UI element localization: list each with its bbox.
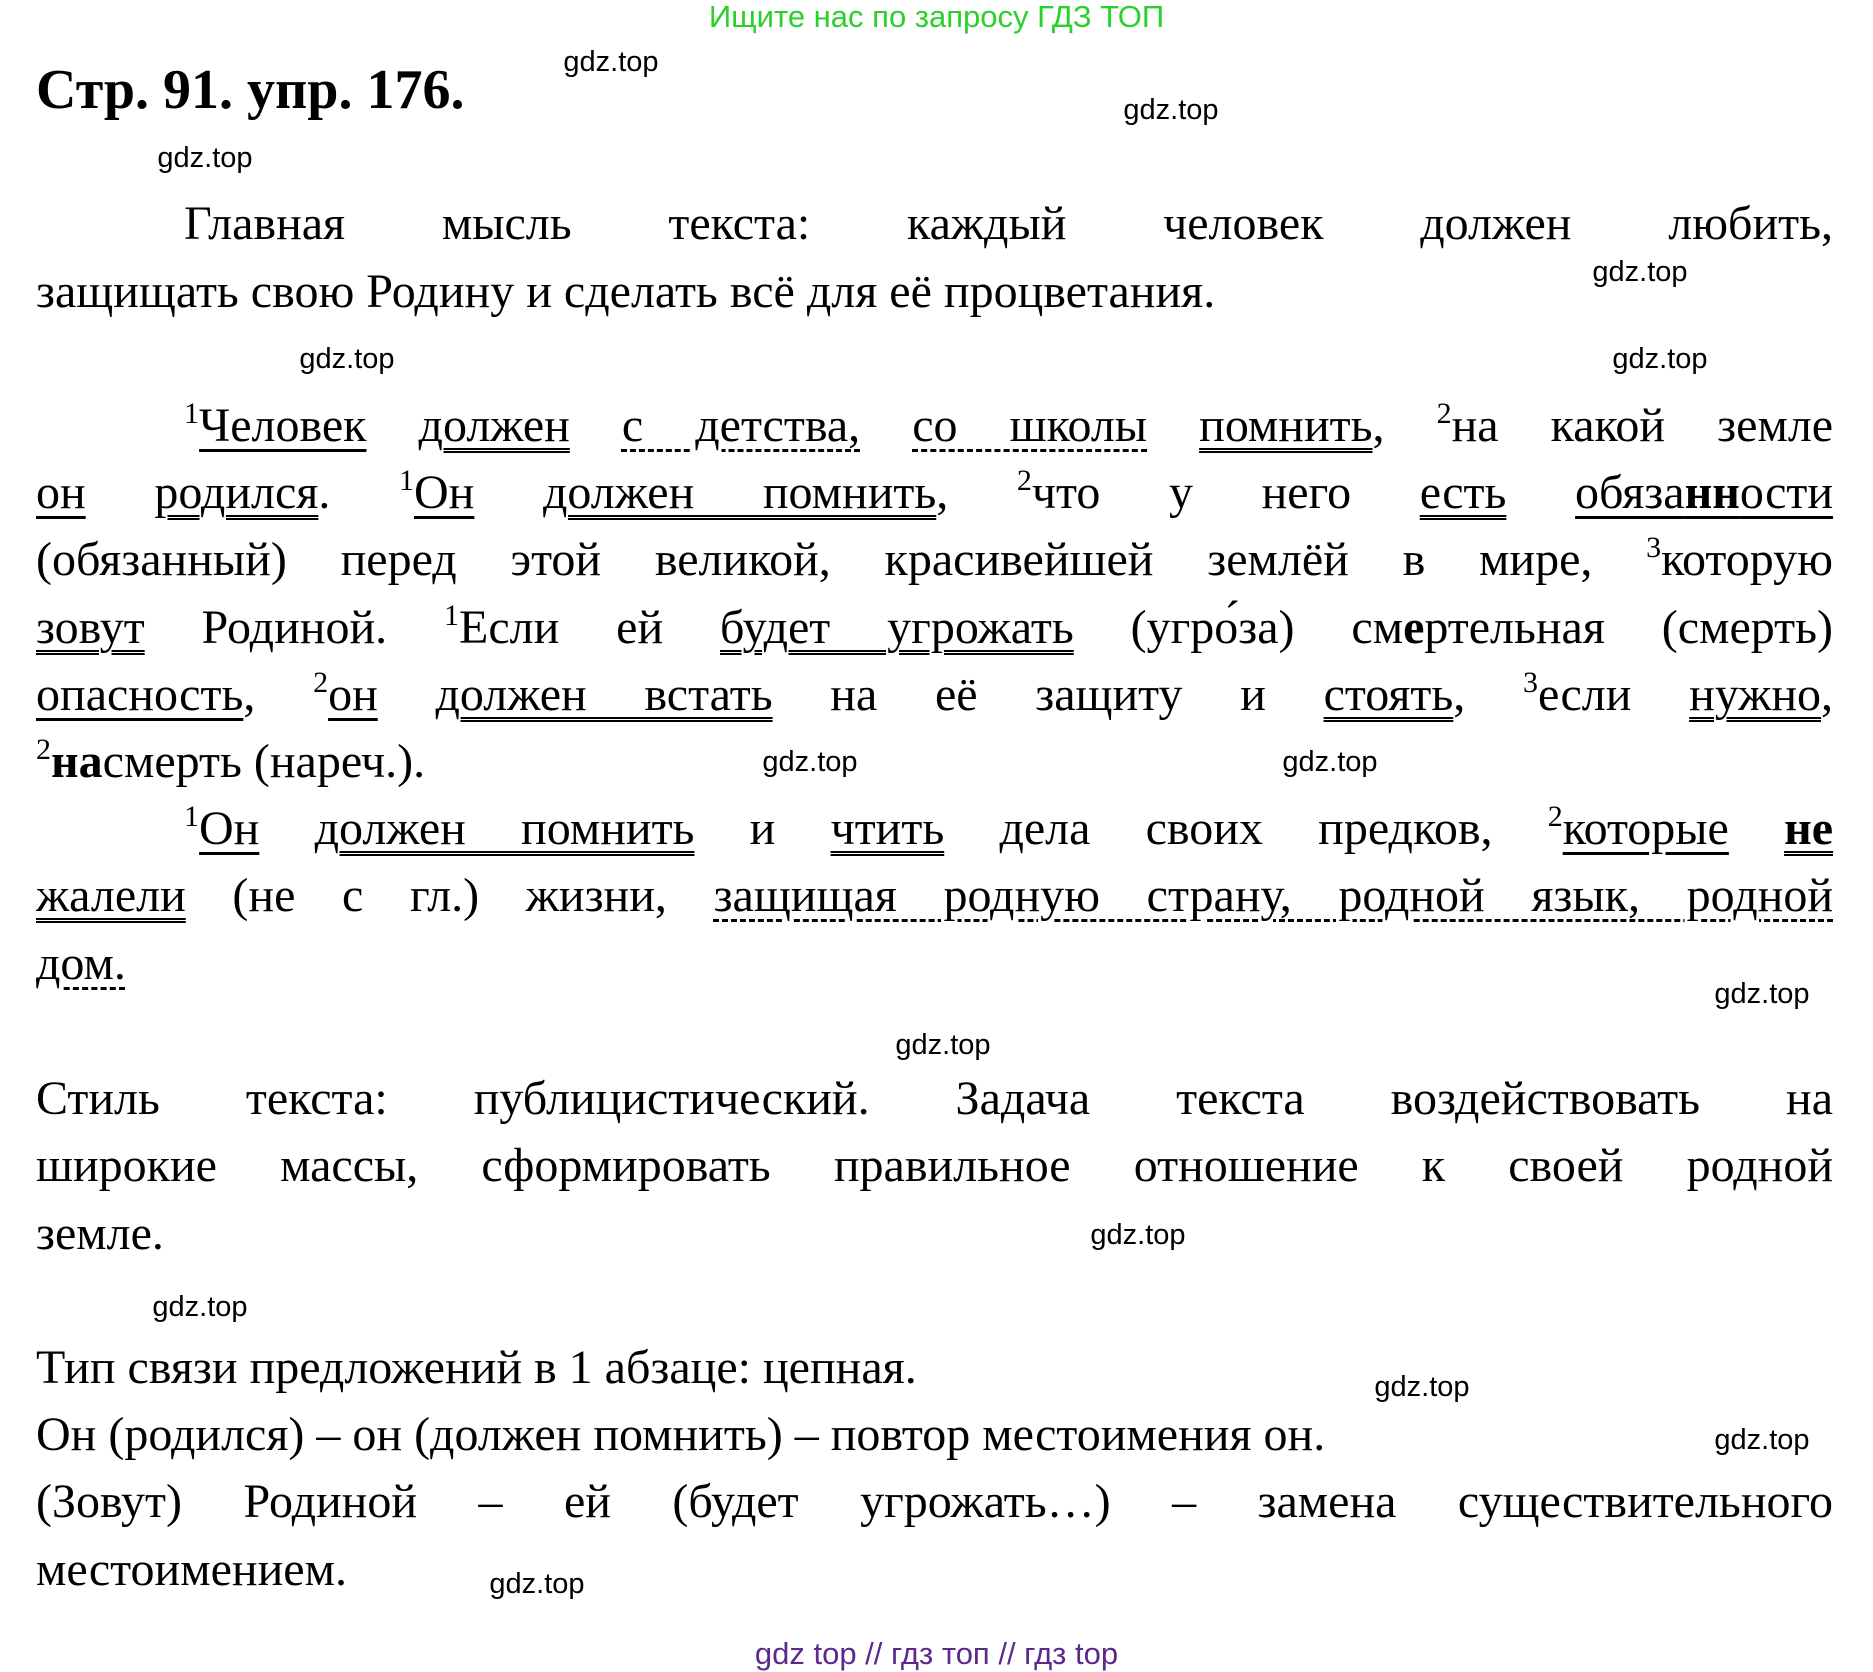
text-segment: Человек: [199, 399, 367, 452]
text-line: [36, 258, 1833, 326]
text-segment: зовут: [36, 601, 145, 654]
text-segment: ,: [1821, 668, 1834, 721]
text-segment: должен встать: [435, 668, 773, 721]
text-segment: которые: [1562, 802, 1729, 855]
text-segment: [366, 399, 418, 452]
text-segment: чтить: [830, 802, 945, 855]
watermark: gdz.top: [1714, 1424, 1810, 1456]
text-line: [36, 392, 1833, 460]
text-segment: защищая родную страну, родной язык, родной: [713, 869, 1833, 922]
text-segment: [860, 399, 912, 452]
text-segment: дом.: [36, 937, 126, 990]
text-segment: помнить: [1199, 399, 1373, 452]
text-segment: ,: [243, 668, 314, 721]
text-line: [36, 459, 1833, 527]
text-segment: должен помнить: [542, 466, 937, 519]
text-segment: если: [1537, 668, 1690, 721]
sentence-number: 1: [444, 599, 460, 632]
text-segment: [259, 802, 314, 855]
text-segment: Главная мысль текста: каждый человек должен любить,: [184, 197, 1833, 250]
watermark: gdz.top: [1612, 343, 1708, 375]
text-segment: (обязанный) перед этой великой, красивейшей землёй в мире,: [36, 533, 1647, 586]
text-segment: [1729, 802, 1784, 855]
text-segment: (Зовут) Родиной – ей (будет угрожать…) – замена существительного: [36, 1475, 1833, 1528]
watermark: gdz.top: [1714, 978, 1810, 1010]
text-segment: Стиль текста: публицистический. Задача текста воздействовать на: [36, 1072, 1833, 1125]
text-segment: будет угрожать: [720, 601, 1074, 654]
sentence-number: 2: [1436, 397, 1452, 430]
sentence-number: 1: [399, 464, 414, 497]
sentence-number: 1: [184, 397, 199, 430]
text-segment: стоять: [1323, 668, 1454, 721]
page-title: Стр. 91. упр. 176.: [36, 59, 465, 121]
text-segment: есть: [1419, 466, 1507, 519]
watermark: gdz.top: [563, 46, 659, 78]
text-segment: со школы: [912, 399, 1148, 452]
text-segment: местоимением.: [36, 1543, 347, 1596]
text-segment: должен: [418, 399, 570, 452]
text-segment: Если ей: [459, 601, 720, 654]
text-line: [36, 1536, 1833, 1604]
text-line: [36, 1065, 1833, 1133]
text-line: [36, 1468, 1833, 1536]
footer-links[interactable]: gdz top // гдз топ // гдз top: [754, 1636, 1119, 1671]
text-segment: на: [51, 735, 103, 788]
text-segment: не: [1784, 802, 1834, 855]
text-segment: опасность: [36, 668, 244, 721]
text-segment: на какой земле: [1451, 399, 1834, 452]
watermark: gdz.top: [1123, 94, 1219, 126]
text-segment: обяза: [1575, 466, 1685, 519]
text-segment: [1506, 466, 1575, 519]
text-segment: он: [36, 466, 86, 519]
text-segment: родился: [154, 466, 319, 519]
text-segment: Он: [414, 466, 475, 519]
text-segment: [378, 668, 436, 721]
text-segment: (угро́за) см: [1073, 601, 1404, 654]
text-segment: ,: [1372, 399, 1437, 452]
sentence-number: 3: [1522, 666, 1538, 699]
text-segment: и: [694, 802, 831, 855]
text-segment: ости: [1739, 466, 1834, 519]
text-line: [36, 190, 1833, 258]
text-line: [36, 930, 1833, 998]
text-segment: [1147, 399, 1199, 452]
watermark: gdz.top: [1374, 1371, 1470, 1403]
text-line: [36, 862, 1833, 930]
text-line: [36, 594, 1833, 662]
text-segment: [474, 466, 543, 519]
text-segment: земле.: [36, 1207, 164, 1260]
sentence-number: 2: [1016, 464, 1032, 497]
text-segment: ,: [1453, 668, 1523, 721]
text-segment: с детства,: [621, 399, 861, 452]
text-segment: дела своих предков,: [944, 802, 1548, 855]
text-segment: широкие массы, сформировать правильное отношение к своей родной: [36, 1139, 1833, 1192]
text-segment: защищать свою Родину и сделать всё для её процветания.: [36, 265, 1216, 318]
sentence-number: 3: [1646, 531, 1662, 564]
sentence-number: 2: [36, 733, 51, 766]
text-line: [36, 1200, 1833, 1268]
text-line: [36, 661, 1833, 729]
sentence-number: 1: [184, 800, 199, 833]
text-line: [36, 1132, 1833, 1200]
text-segment: [570, 399, 622, 452]
text-segment: Он (родился) – он (должен помнить) – повтор местоимения он.: [36, 1408, 1326, 1461]
search-banner[interactable]: Ищите нас по запросу ГДЗ ТОП: [708, 0, 1165, 34]
text-segment: Он: [199, 802, 260, 855]
text-segment: жалели: [36, 869, 186, 922]
watermark: gdz.top: [299, 343, 395, 375]
text-segment: которую: [1661, 533, 1833, 586]
text-segment: ,: [936, 466, 1017, 519]
watermark: gdz.top: [1090, 1219, 1186, 1251]
text-segment: (не с гл.) жизни,: [185, 869, 714, 922]
text-segment: ртельная (смерть): [1424, 601, 1833, 654]
watermark: gdz.top: [152, 1291, 248, 1323]
watermark: gdz.top: [1282, 746, 1378, 778]
text-line: [36, 1334, 1833, 1402]
text-line: [36, 728, 1833, 796]
text-segment: что у него: [1031, 466, 1420, 519]
text-segment: нн: [1684, 466, 1740, 519]
watermark: gdz.top: [895, 1029, 991, 1061]
text-segment: [86, 466, 155, 519]
text-segment: должен помнить: [314, 802, 695, 855]
text-line: [36, 526, 1833, 594]
watermark: gdz.top: [157, 142, 253, 174]
text-segment: смерть (нареч.).: [102, 735, 426, 788]
text-line: [36, 1401, 1833, 1469]
watermark: gdz.top: [489, 1568, 585, 1600]
text-segment: .: [318, 466, 399, 519]
text-segment: он: [328, 668, 378, 721]
text-segment: нужно: [1689, 668, 1822, 721]
text-line: [36, 795, 1833, 863]
text-segment: Родиной.: [144, 601, 445, 654]
sentence-number: 2: [313, 666, 329, 699]
text-segment: Тип связи предложений в 1 абзаце: цепная.: [36, 1341, 917, 1394]
watermark: gdz.top: [762, 746, 858, 778]
text-segment: е: [1403, 601, 1425, 654]
text-segment: на её защиту и: [772, 668, 1324, 721]
watermark: gdz.top: [1592, 256, 1688, 288]
sentence-number: 2: [1547, 800, 1563, 833]
